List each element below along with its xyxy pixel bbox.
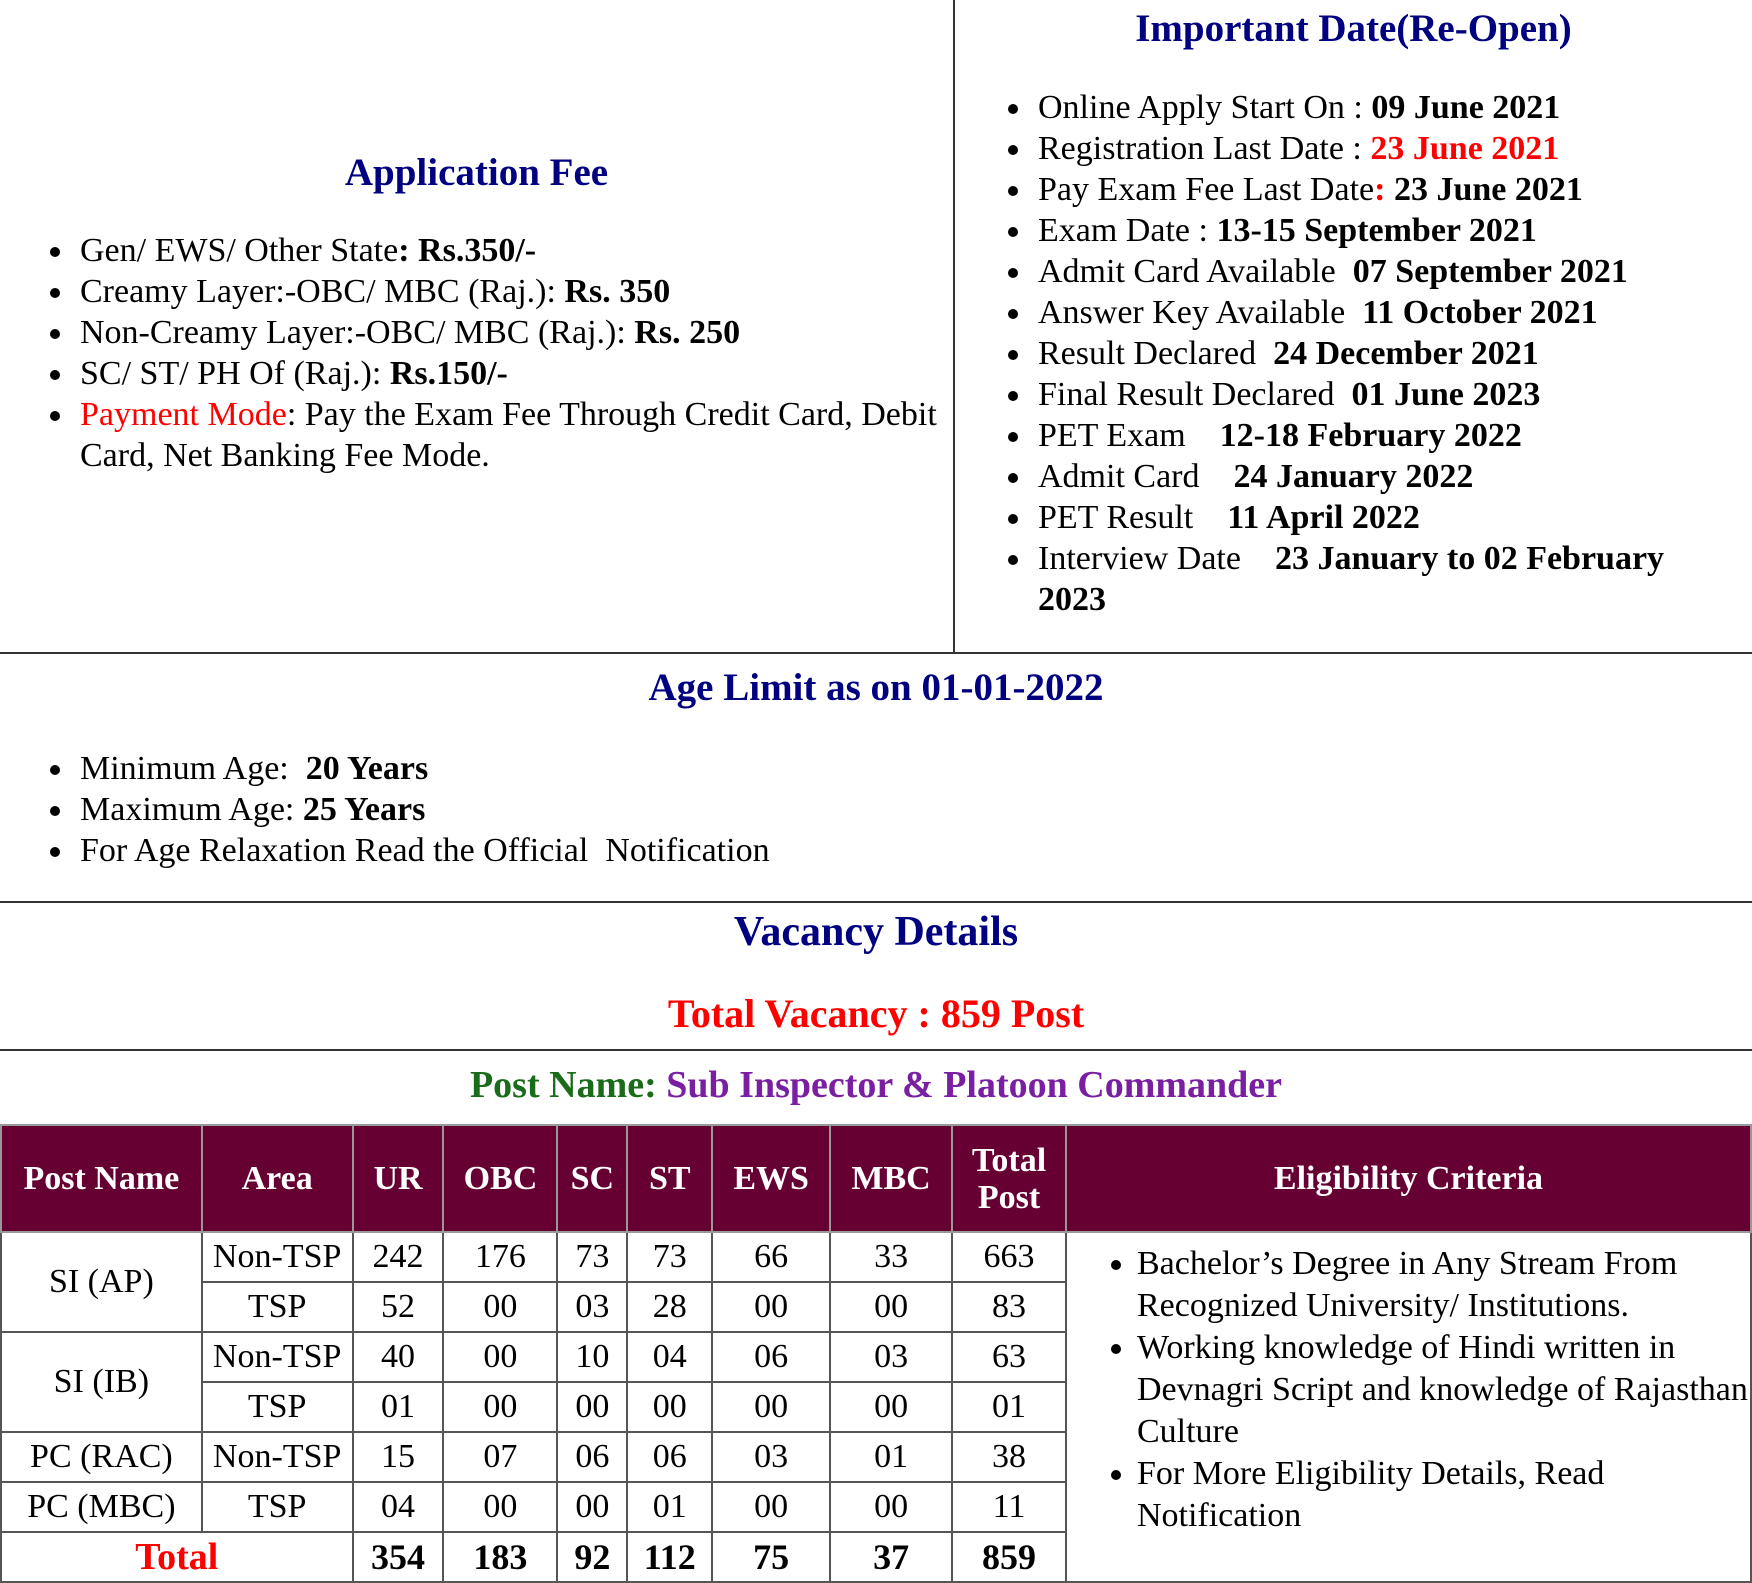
vacancy-heading: Vacancy Details [733, 909, 1019, 955]
area-cell: TSP [202, 1382, 353, 1432]
value-cell: 00 [443, 1332, 557, 1382]
payment-mode-item: • Payment Mode: Pay the Exam Fee Through Credit Card, Debit Card, Net Banking Fee Mode. [76, 394, 956, 476]
important-dates-list [1010, 87, 1734, 620]
total-cell: 859 [952, 1532, 1066, 1582]
value-cell: 06 [627, 1432, 712, 1482]
age-item: • Maximum Age: 25 Years [76, 789, 1076, 830]
value-cell: 06 [712, 1332, 830, 1382]
application-fee-list [52, 230, 956, 476]
value-cell: 66 [712, 1232, 830, 1282]
value-cell: 242 [353, 1232, 444, 1282]
total-cell: 354 [353, 1532, 444, 1582]
eligibility-item: • For More Eligibility Details, Read Notification [1137, 1453, 1750, 1537]
fee-item: • Non-Creamy Layer:-OBC/ MBC (Raj.): Rs. 250 [76, 312, 956, 353]
value-cell: 03 [557, 1282, 627, 1332]
value-cell: 00 [712, 1482, 830, 1532]
value-cell: 00 [557, 1382, 627, 1432]
value-cell: 38 [952, 1432, 1066, 1482]
date-item: • Final Result Declared 01 June 2023 [1034, 374, 1734, 415]
total-cell: 37 [830, 1532, 952, 1582]
value-cell: 01 [830, 1432, 952, 1482]
post-cell: SI (AP) [1, 1232, 202, 1332]
total-cell: 183 [443, 1532, 557, 1582]
section-divider [0, 1049, 1752, 1051]
value-cell: 04 [353, 1482, 444, 1532]
area-cell: TSP [202, 1282, 353, 1332]
value-cell: 00 [443, 1282, 557, 1332]
section-divider [0, 901, 1752, 903]
date-item: • Interview Date 23 January to 02 February 2023 [1034, 538, 1734, 620]
date-item: • Exam Date : 13-15 September 2021 [1034, 210, 1734, 251]
area-cell: Non-TSP [202, 1432, 353, 1482]
column-header: Total Post [952, 1125, 1066, 1232]
table-row [1, 1232, 1751, 1282]
total-cell: 92 [557, 1532, 627, 1582]
fee-item: • Gen/ EWS/ Other State: Rs.350/- [76, 230, 956, 271]
important-dates-heading: Important Date(Re-Open) [1135, 7, 1572, 50]
column-header: Eligibility Criteria [1066, 1125, 1751, 1232]
top-section [0, 0, 1752, 653]
column-header: Post Name [1, 1125, 202, 1232]
eligibility-cell [1066, 1232, 1751, 1582]
eligibility-item: • Working knowledge of Hindi written in Devnagri Script and knowledge of Rajasthan Culture [1137, 1327, 1750, 1453]
value-cell: 03 [712, 1432, 830, 1482]
value-cell: 176 [443, 1232, 557, 1282]
column-header: UR [353, 1125, 444, 1232]
value-cell: 00 [830, 1282, 952, 1332]
total-cell: 112 [627, 1532, 712, 1582]
value-cell: 63 [952, 1332, 1066, 1382]
date-item: • Result Declared 24 December 2021 [1034, 333, 1734, 374]
application-fee-heading: Application Fee [344, 151, 609, 194]
value-cell: 00 [627, 1382, 712, 1432]
value-cell: 01 [627, 1482, 712, 1532]
age-limit-list [52, 748, 1076, 871]
value-cell: 00 [443, 1382, 557, 1432]
age-item: • Minimum Age: 20 Years [76, 748, 1076, 789]
value-cell: 03 [830, 1332, 952, 1382]
value-cell: 01 [353, 1382, 444, 1432]
column-header: OBC [443, 1125, 557, 1232]
eligibility-item: • Bachelor’s Degree in Any Stream From Recognized University/ Institutions. [1137, 1243, 1750, 1327]
post-cell: SI (IB) [1, 1332, 202, 1432]
post-cell: PC (MBC) [1, 1482, 202, 1532]
section-divider [0, 652, 1752, 654]
value-cell: 52 [353, 1282, 444, 1332]
date-item: • Registration Last Date : 23 June 2021 [1034, 128, 1734, 169]
date-item: • Pay Exam Fee Last Date: 23 June 2021 [1034, 169, 1734, 210]
total-cell: 75 [712, 1532, 830, 1582]
post-name-label: Post Name: [469, 1064, 657, 1106]
value-cell: 07 [443, 1432, 557, 1482]
date-item: • Admit Card Available 07 September 2021 [1034, 251, 1734, 292]
value-cell: 06 [557, 1432, 627, 1482]
date-item: • Online Apply Start On : 09 June 2021 [1034, 87, 1734, 128]
age-item: • For Age Relaxation Read the Official Notification [76, 830, 1076, 871]
value-cell: 10 [557, 1332, 627, 1382]
age-limit-heading: Age Limit as on 01-01-2022 [648, 666, 1104, 709]
total-label: Total [1, 1532, 353, 1582]
post-name-line [0, 1063, 1752, 1107]
date-item: • PET Exam 12-18 February 2022 [1034, 415, 1734, 456]
value-cell: 00 [830, 1382, 952, 1432]
value-cell: 73 [557, 1232, 627, 1282]
value-cell: 40 [353, 1332, 444, 1382]
vacancy-table [0, 1124, 1752, 1583]
value-cell: 00 [712, 1382, 830, 1432]
area-cell: TSP [202, 1482, 353, 1532]
post-cell: PC (RAC) [1, 1432, 202, 1482]
column-header: Area [202, 1125, 353, 1232]
value-cell: 663 [952, 1232, 1066, 1282]
value-cell: 28 [627, 1282, 712, 1332]
column-header: ST [627, 1125, 712, 1232]
value-cell: 00 [830, 1482, 952, 1532]
total-vacancy: Total Vacancy : 859 Post [667, 991, 1085, 1036]
post-name-value: Sub Inspector & Platoon Commander [666, 1064, 1283, 1106]
date-item: • Answer Key Available 11 October 2021 [1034, 292, 1734, 333]
column-header: MBC [830, 1125, 952, 1232]
value-cell: 00 [443, 1482, 557, 1532]
value-cell: 01 [952, 1382, 1066, 1432]
fee-item: • SC/ ST/ PH Of (Raj.): Rs.150/- [76, 353, 956, 394]
value-cell: 11 [952, 1482, 1066, 1532]
column-header: EWS [712, 1125, 830, 1232]
value-cell: 33 [830, 1232, 952, 1282]
value-cell: 00 [712, 1282, 830, 1332]
value-cell: 83 [952, 1282, 1066, 1332]
area-cell: Non-TSP [202, 1332, 353, 1382]
fee-item: • Creamy Layer:-OBC/ MBC (Raj.): Rs. 350 [76, 271, 956, 312]
column-header: SC [557, 1125, 627, 1232]
value-cell: 73 [627, 1232, 712, 1282]
date-item: • Admit Card 24 January 2022 [1034, 456, 1734, 497]
table-header-row [1, 1125, 1751, 1232]
area-cell: Non-TSP [202, 1232, 353, 1282]
value-cell: 04 [627, 1332, 712, 1382]
date-item: • PET Result 11 April 2022 [1034, 497, 1734, 538]
value-cell: 00 [557, 1482, 627, 1532]
eligibility-list [1067, 1243, 1750, 1537]
value-cell: 15 [353, 1432, 444, 1482]
